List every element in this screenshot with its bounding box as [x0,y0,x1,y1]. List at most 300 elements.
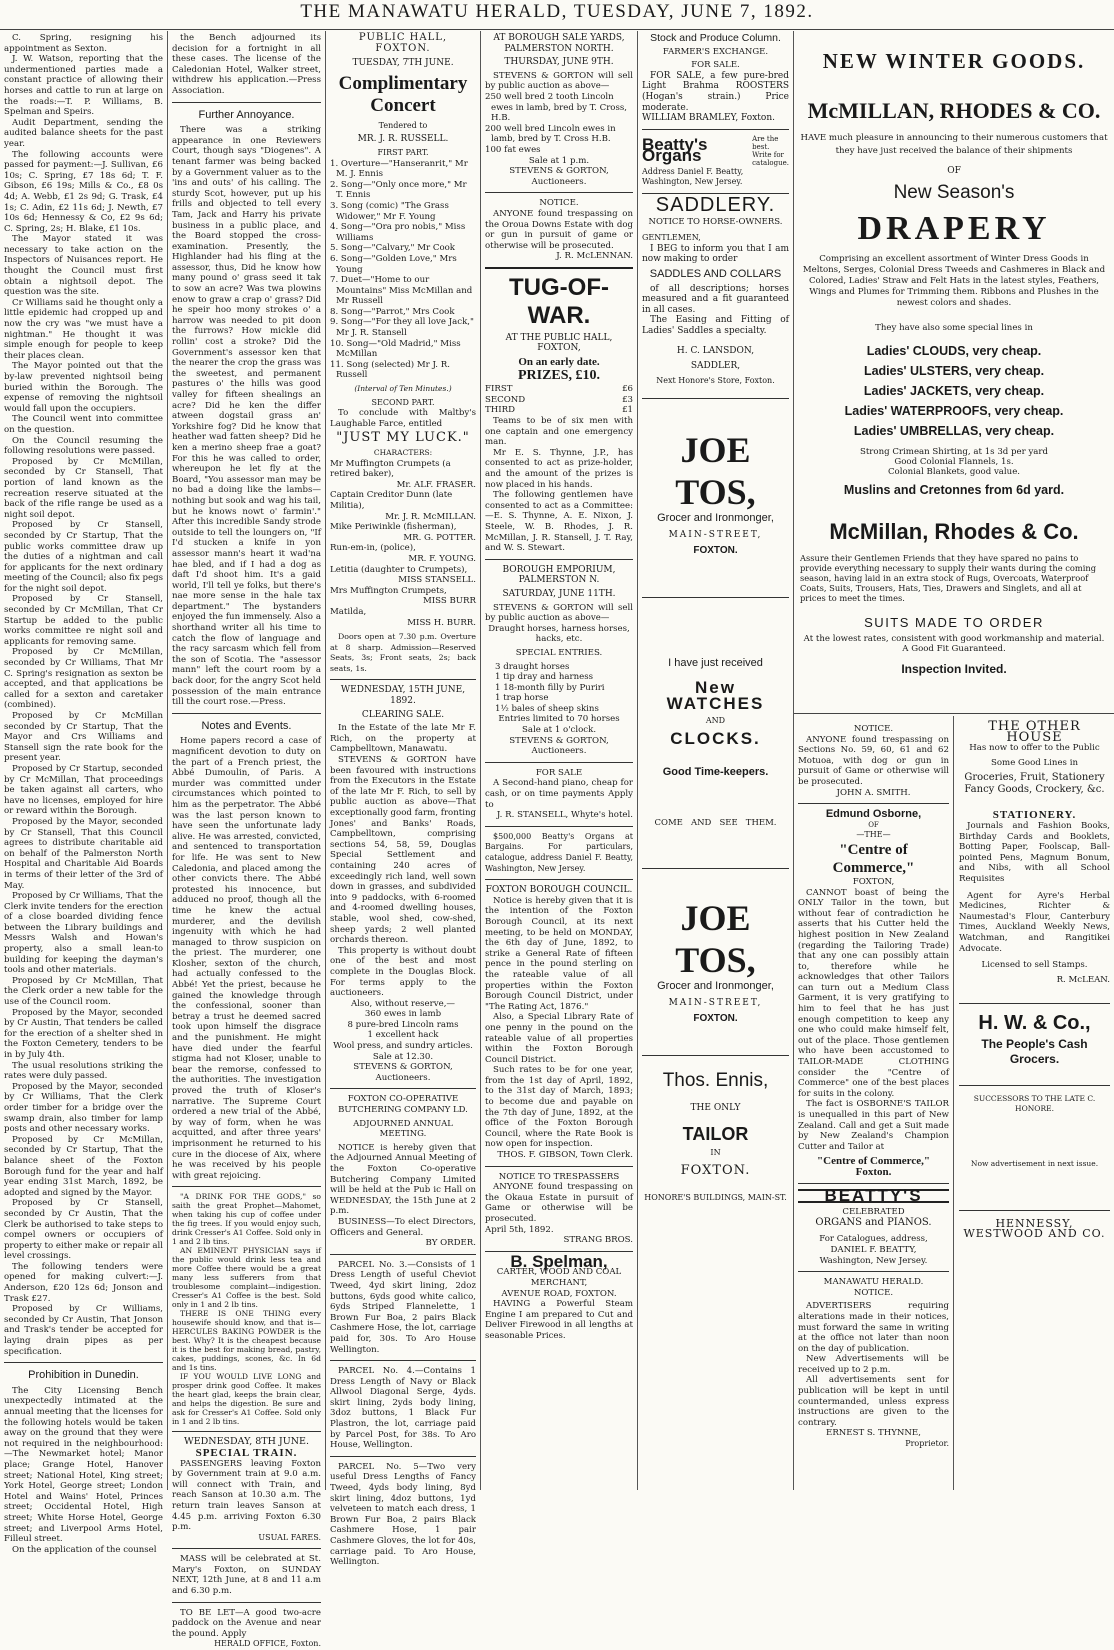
osborne-the: —THE— [856,830,891,840]
herald-heading: MANAWATU HERALD. [823,1277,924,1288]
tug-text-3: The following gentlemen have consented to act as a Committee:—E. S. Thynne, A. E. Nixon, J. Steele, W. B. Rhodes, J. R. McMillan, J. R. Stansell, J. T. Ray, and W. S. Stewart. [485,490,633,554]
received-text: I have just received [668,657,763,670]
sale-note: This property is without doubt one of the best and most complete in the Douglas Block. For terms apply to the auctioneers. [330,945,476,999]
saddles-collars: SADDLES AND COLLARS [649,267,782,280]
prize-amount: £1 [622,405,633,416]
centre-of-commerce: "Centre of Commerce," [832,841,915,876]
mcmillan-advert [794,31,1114,714]
divider [172,1548,321,1549]
emporium-heading: BOROUGH EMPORIUM, PALMERSTON N. [502,564,616,586]
emporium-item: 3 draught horses [495,661,570,672]
program-item: 2. Song—"Only once more," Mr T. Ennis [330,179,467,201]
mclean-signature: R. McLEAN. [1056,974,1110,985]
divider [485,559,633,560]
coop-subheading: ADJOURNED ANNUAL MEETING. [353,1118,453,1140]
article-annoyance: There was a striking appearance in one Reviewers Court, though says "Diogenes". A tenant farmer was being backed by a Government valuer as to the 'ins and outs' of his calling. The sturdy Scot, however, put up his frills and objected to tell every Tam, Jack and Harry his private business in a public place, and the Board stopped the cross-examination. Presently, the Highlander had his fling at the assessor, thus, Did he know how many pound o' grass seed it tak to sow an acre? Was twa plowins enow to graw a crap o' grass? Did he speir hoo mony strokes o' a harrow was needed to pit doon the furrows? How mickle did rollin' cost a stroke? Did the Government's assessor ken that the nearer the crop the grass was the sweetest, and permanent pastures o' the hills was good valley for fifteen shealings an acre? Did he ken the differ atween dogstail grass an' Yorkshire fog? Did he know that heather wad fatten sheep? Did he ken a merino sheep frae a goat? For this he was called to order, whereupon he let fly at the Board, "You assessor man may be no bad a doing like the lambs—nothing but sook and wag his tail, but he knows nowt o' farmin'." After this incredible Sandy strode outside to tell the loungers on, "If I'd stucken a knife in yon assessor mann's heart it wad'na hae bled, and if I had a dog as daft I'd shoot him. It's a gaid world, I'll tell ye folks, but there's nae more sense in the hale tax department." The bystanders enjoyed the fun immensely. Also a shorthand writer all his time to catch the flow of language and the racy sarcasm which fell from the son of Scotia. The "assessor mann" left the court room by a back door, for the angry Scot held possession of the main entrance till the court rose.—Press. [172,125,321,708]
other-house-some: Some Good Lines in [991,757,1078,768]
joe-tos-title: JOE TOS, [675,430,756,513]
coop-signature: BY ORDER. [425,1238,476,1249]
ad-physician: AN EMINENT PHYSICIAN says if the public would drink less tea and more Coffee there would be a great many less sufferers from that troublesome complaint—indigestion. Cresser's A1 Coffee is the best. Sold only in 1 and 2 lb tins. [172,1246,321,1310]
parcel-3: PARCEL No. 3.—Consists of 1 Dress Length of useful Cheviot Tweed, 4yd skirt lining, 2doz buttons, 6yds good white calico, 6yds Striped Flannelette, 1 Brown Fur Boa, 2 pairs Black Cashmere Hose, the lot, carriage paid for, 30s. To Aro House Wellington. [330,1259,476,1355]
yard-text: STEVENS & GORTON will sell by public auction as above— [485,70,633,92]
for-sale-signature: J. R. STANSELL, Whyte's hotel. [496,810,633,821]
advertisers-text-2: New Advertisements will be received up to 2 p.m. [798,1354,949,1375]
beattys-celebrated: CELEBRATED [842,1207,905,1218]
for-sale-text: A Second-hand piano, cheap for cash, or on time payments Apply to [485,778,633,810]
cast-actor: MISS STANSELL. [398,575,476,586]
coop-heading: FOXTON CO-OPERATIVE BUTCHERING COMPANY LD. [338,1094,468,1116]
program-item: 11. Song (selected) Mr J. R. Russell [330,359,450,381]
divider [642,1055,789,1056]
beattys-title: BEATTY'S [798,1189,949,1204]
heading-further-annoyance: Further Annoyance. [198,108,295,121]
drapery-text: Comprising an excellent assortment of Winter Dress Goods in Meltons, Serges, Colonial Dress Tweeds and Cashmeres in Black and Colored, Ladies' Straw and Felt Hats in the latest styles, Feathers, Wings and Plumes for Trimming them. Ribbons and Plushes in the newest colors and shades. [802,254,1106,308]
divider [485,826,633,827]
council-paragraphs [4,33,163,1357]
trespass-heading: NOTICE TO TRESPASSERS [498,1171,620,1182]
sale-item: Wool press, and sundry articles. [333,1041,473,1052]
council-paragraph: Proposed by Cr McMillan seconded by Cr Startup, That the Mayor and Crs Williams and Stansell sign the rate book for the present year. [4,711,163,764]
emporium-date: SATURDAY, JUNE 11TH. [502,588,616,599]
train-fares: USUAL FARES. [258,1532,321,1542]
program-item: 9. Song—"For they all love Jack," Mr J. R. Stansell [330,317,474,339]
saddler-trade: SADDLER, [690,361,741,372]
new-season-label: New Season's [893,182,1015,203]
concert-date: TUESDAY, 7TH JUNE. [352,58,454,69]
ennis-only: THE ONLY [690,1102,741,1113]
ladies-line: Ladies' CLOUDS, very cheap. [866,344,1042,358]
program-item: 6. Song—"Golden Love," Mrs Young [330,253,457,275]
prize-place: FIRST [485,384,513,395]
council-paragraph: Proposed by Cr Williams, That the Clerk invite tenders for the erection of a close boarded dividing fence between the Library buildings and Messrs Walsh and Howan's property, also a small lean-to building for keeping the dayman's tools and other materials. [4,891,163,976]
doors-notice: Doors open at 7.30 p.m. Overture at 8 sharp. Admission—Reserved Seats, 3s; Front seats, 2s; back seats, 1s. [330,632,476,673]
agent-text: Agent for Ayre's Herbal Medicines, Richter & Naumestad's Flour, Canterbury Times, Auckland Weekly News, Watchman, and Rangitikei Advocate. [959,890,1110,954]
divider [172,1431,321,1432]
joe-tos-subtitle-2: Grocer and Ironmonger, [657,980,774,993]
divider [330,1456,476,1457]
council-paragraph: The following accounts were passed for payment:—J. Sullivan, £6 10s; C. Spring, £7 18s 6d; T. F. Gibson, £6 19s; Mills & Co., £8 0s 4d; A. Webb, £1 2s 9d; G. Trask, £4 1s; C. Adin, £2 11s 6d; J. Newth, £7 10s 6d; Hennessy & Co, £2 9s 6d; C. Spring, 2s; H. Blake, £1 10s. [4,149,163,234]
muslins-line: Muslins and Cretonnes from 6d yard. [843,483,1065,497]
next-issue-text: Now advertisement in next issue. [970,1159,1099,1169]
saddlery-text-2: of all descriptions; horses measured and a fit guaranteed in all cases. [642,283,789,315]
beatty-organs-ad: $500,000 Beatty's Organs at Bargains. For particulars, catalogue, address Daniel F. Beatty, Washington, New Jersey. [485,831,633,873]
column-stock [638,31,793,1490]
farmers-exchange: FARMER'S EXCHANGE. [662,46,769,57]
prize-place: THIRD [485,405,515,416]
council-paragraph: Proposed by Cr McMillan, seconded by Cr Startup, That the balance sheet of the Foxton Borough fund for the year and half year ending 31st March, 1892, be adopted and signed by the Mayor. [4,1134,163,1198]
council-paragraph: Proposed by the Mayor, seconded by Cr Stansell, That this Council agrees to distribute charitable aid on behalf of the Palmerston North Hospital and Charitable Aid Boards in terms of their letter of the 3rd of May. [4,816,163,891]
divider [485,762,633,763]
osborne-of: OF [868,820,879,829]
heading-prohibition: Prohibition in Dunedin. [28,1369,139,1382]
council-heading: FOXTON BOROUGH COUNCIL. [485,885,633,896]
train-heading: SPECIAL TRAIN. [195,1446,298,1459]
yard-heading: AT BOROUGH SALE YARDS, PALMERSTON NORTH. [493,33,625,54]
column-council-report [0,31,167,1555]
program-item: 7. Duet—"Home to our Mountains" Miss McMillan and Mr Russell [330,275,473,307]
divider [959,1210,1110,1211]
masthead: THE MANAWATU HERALD, TUESDAY, JUNE 7, 1892. [0,0,1114,30]
ennis-town: FOXTON. [680,1163,751,1179]
council-paragraph: J. W. Watson, reporting that the undermentioned parties made a constant practice of allowing their horses and cattle to run at large on the roads:—T. P. Williams, B. Spelman and Speirs. [4,54,163,118]
farce-intro: To conclude with Maltby's Laughable Farce, entitled [330,408,476,429]
cast-row [330,586,476,607]
saddlery-gentlemen: GENTLEMEN, [642,233,701,243]
divider [330,679,476,680]
divider [959,1003,1110,1004]
sale-also: Also, without reserve,— [350,998,456,1009]
tug-text-1: Teams to be of six men with one captain and one emergency man. [485,416,633,448]
sale-signature: STEVENS & GORTON, Auctioneers. [353,1062,453,1083]
council-paragraph: Proposed by Cr McMillan, That the Clerk order a new table for the use of the Council room. [4,975,163,1008]
council-paragraph: Proposed by Cr Stansell, seconded by Cr McMillan, That Cr Startup be added to the public works committee re night soil and applicants for removing same. [4,594,163,647]
program-item: 8. Song—"Parrot," Mrs Cook [330,306,455,317]
sale-item: 360 ewes in lamb [364,1009,442,1020]
ennis-title: Thos. Ennis, [662,1069,769,1091]
interval: (Interval of Ten Minutes.) [354,384,452,394]
yard-item: 200 well bred Lincoln ewes in lamb, bred by T. Cross H.B. [485,123,616,145]
cast-role: Letitia (daughter to Crumpets), [330,564,468,575]
council-paragraph: Proposed by Cr McMillan, seconded by Cr Williams, That Mr C. Spring's resignation as sexton be accepted, and that applications be called for a sexton and caretaker (combined). [4,647,163,711]
tug-text-2: Mr E. S. Thynne, J.P., has consented to act as prize-holder, and the amount of the prizes is now placed in his hands. [485,447,633,490]
yard-signature: STEVENS & GORTON, Auctioneers. [509,166,609,187]
hall-heading: PUBLIC HALL, FOXTON. [358,32,448,54]
divider [798,803,949,804]
council-signature: THOS. F. GIBSON, Town Clerk. [497,1150,633,1161]
council-paragraph: Proposed by Cr Stansell, seconded by Cr Austin, That the Clerk be authorised to take steps to compel owners or occupiers of property to either make or repair all level crossings. [4,1198,163,1262]
divider [330,1254,476,1255]
program-item: 3. Song (comic) "The Grass Widower," Mr F. Young [330,200,449,222]
council-paragraph: The Mayor pointed out that the by-law prevented nightsoil being buried within the Borough. The expense of removing the nightsoil would fall upon the occupiers. [4,361,163,414]
hennessy-title: HENNESSY, WESTWOOD AND CO. [963,1216,1106,1241]
sale-item: 1 excellent hack [367,1030,439,1041]
ad-coffee-2: IF YOU WOULD LIVE LONG and prosper drink good Coffee. It makes the heart glad, keeps the brain clear, and helps the digestion. Be sure and ask for Cresser's A1 Coffee. Sold only in 1 and 2 lb tins. [172,1372,321,1427]
strong-lines [800,447,1108,477]
parcel-5: PARCEL No. 5—Two very useful Dress Lengths of Fancy Tweed, 4yds body lining, 8yd skirt lining, 4doz buttons, 1yd velveteen to match each dress, 1 Brown Fur Boa, 2 pairs Black Cashmere Hose, 1 pair Cashmere Gloves, the lot for 40s, carriage paid. To Aro House, Wellington. [330,1461,476,1568]
train-date: WEDNESDAY, 8TH JUNE. [183,1436,310,1448]
cast-actor: MISS BURR [422,596,476,607]
prize-row [485,395,633,406]
stamps-text: Licensed to sell Stamps. [981,960,1088,971]
sale-heading: CLEARING SALE. [361,709,445,720]
suits-text: At the lowest rates, consistent with good workmanship and material. A Good Fit Guaranteed. [803,634,1105,654]
beattys-name: DANIEL F. BEATTY, [830,1244,917,1255]
emporium-items: Draught horses, harness horses, hacks, etc. [488,623,630,645]
ad-coffee: "A DRINK FOR THE GODS," so saith the great Prophet—Mahomet, when taking his cup of coffee under the fig trees. If you would enjoy such, drink Cresser's A1 Coffee. Sold only in 1 and 2 lb tins. [172,1192,321,1247]
beattys-organs-pianos: ORGANS and PIANOS. [815,1216,932,1228]
cast-row [330,490,476,522]
stationery-heading: STATIONERY. [992,809,1077,822]
cast-role: Run-em-in, (police), [330,543,416,554]
emporium-item: 1½ bales of sheep skins [495,703,599,714]
notice-heading: NOTICE. [539,198,579,209]
clocks-label: CLOCKS. [670,729,761,749]
divider [642,597,789,598]
inspection-invited: Inspection Invited. [901,662,1007,676]
parcel-4: PARCEL No. 4.—Contains 1 Dress Length of Navy or Black Allwool Diagonal Serge, 4yds. skirt lining, 2yds body lining, 3doz buttons, 1 Black Fur Plastron, the lot, carriage paid by Parcel Post, for 38s. To Aro House, Wellington. [330,1366,476,1451]
ennis-tailor: TAILOR [682,1124,749,1145]
prize-amount: £3 [622,394,633,405]
prohibition-paragraphs [4,1386,163,1556]
prize-place: SECOND [485,394,526,405]
prize-row [485,405,633,416]
strong-line: Strong Crimean Shirting, at 1s 3d per yard [859,447,1049,457]
osborne-text-2: The fact is OSBORNE'S TAILOR is unequalled in this part of New Zealand. Call and get a Suit made by New Zealand's Champion Cutter and Tailor at [798,1099,949,1152]
yard-item: 100 fat ewes [485,144,541,155]
cast-actor: Mr. J. R. McMILLAN. [385,511,476,522]
emporium-list [485,662,633,715]
osborne-text: CANNOT boast of being the ONLY Tailor in the town, but without fear of contradiction he asserts that his Cutter held the highest position in New Zealand (regarding the Tailoring Trade) that any one can possibly attain to, therefore while he acknowledges that other Tailors can turn out a Medium Class Garment, it is very gratifying to him to feel that he has just enough competition to keep any one who could make himself felt, out of the place. Those gentlemen who have been accustomed to TAILOR-MADE CLOTHING consider the "Centre of Commerce" one of the best places for suits in the colony. [798,887,949,1099]
notice-signature: J. R. McLENNAN. [556,251,633,262]
successors-text: SUCCESSORS TO THE LATE C. HONORE. [973,1093,1096,1114]
hw-co-title: H. W. & Co., [978,1012,1091,1035]
divider [798,1183,949,1184]
roosters-signature: WILLIAM BRAMLEY, Foxton. [642,113,775,124]
emporium-item: 1 trap horse [495,693,549,704]
cast-row [330,522,476,543]
prize-amount: £6 [622,384,633,395]
program-list [330,159,476,381]
divider [798,1271,949,1272]
centre-of-commerce-2: "Centre of Commerce," Foxton. [817,1155,930,1178]
council-paragraph: Proposed by the Mayor, seconded by Cr Williams, That the Clerk order timber for a bridge over the swamp drain, also timber for lamp posts and other necessary works. [4,1081,163,1135]
ennis-in: IN [710,1147,721,1157]
concert-honoree: MR. J. R. RUSSELL. [357,134,449,145]
beattys-organs-side: Are the best. Write for catalogue. [752,134,789,167]
emporium-limit: Entries limited to 70 horses [498,714,620,725]
cast-role: Mike Periwinkle (fisherman), [330,522,457,533]
saddlery-text: I BEG to inform you that I am now making to order [642,243,789,265]
notice-signature-2: JOHN A. SMITH. [836,787,911,798]
concert-tendered: Tendered to [378,120,428,130]
cast-role: Mr Muffington Crumpets (a retired baker), [330,458,451,480]
divider [172,102,321,103]
other-house-title: THE OTHER HOUSE [988,719,1081,745]
saddlery-subtitle: NOTICE TO HORSE-OWNERS. [648,216,783,227]
yard-time: Sale at 1 p.m. [528,155,590,166]
ladies-line: Ladies' JACKETS, very cheap. [863,384,1045,398]
beattys-catalogues: For Catalogues, address, [819,1234,928,1245]
mcmillan-title: McMILLAN, RHODES & CO. [807,98,1101,123]
divider [172,1186,321,1187]
cast-actor: Mr. ALF. FRASER. [396,479,476,490]
council-paragraph: Proposed by the Mayor, seconded by Cr Austin, That tenders be called for the erection of a shelter shed in the Foxton Cemetery, tenders to be in by July 4th. [4,1007,163,1060]
spelman-text: HAVING a Powerful Steam Engine I am prepared to Cut and Deliver Firewood in all lengths at seasonable Prices. [485,1299,633,1341]
ladies-line: Ladies' UMBRELLAS, very cheap. [853,424,1055,438]
trespass-signature: STRANG BROS. [563,1235,633,1246]
tug-location: AT THE PUBLIC HALL, FOXTON, [505,332,613,354]
drapery-title: DRAPERY [857,210,1051,247]
cast-row [330,543,476,564]
ladies-line: Ladies' ULSTERS, very cheap. [863,364,1045,378]
cast-role: Matilda, [330,606,367,617]
for-sale-label: FOR SALE. [691,60,740,71]
joe-tos-subtitle: Grocer and Ironmonger, [657,512,774,525]
cast-row [330,459,476,491]
and-label: AND [705,715,726,725]
column-osborne [794,716,954,1490]
beattys-address: Washington, New Jersey. [819,1255,928,1266]
cast-actor: MR. G. POTTER. [403,532,476,543]
program-item: 10. Song—"Old Madrid," Miss McMillan [330,338,461,360]
train-text: PASSENGERS leaving Foxton by Government train at 9.0 a.m. will connect with Train, and reach Sanson at 10.30 a.m. The return train leaves Sanson at 4.45 p.m. arriving Foxton 6.30 p.m. [172,1458,321,1533]
program-item: 5. Song—"Calvary," Mr Cook [330,243,456,254]
advertisers-text: ADVERTISERS requiring alterations made in their notices, must forward the same in writing at the office not later than noon on the day of publication. [798,1301,949,1354]
council-paragraph: Audit Department, sending the audited balance sheets for the past year. [4,117,163,149]
emporium-item: 1 tip dray and harness [495,672,594,683]
notice-text: ANYONE found trespassing on the Oroua Downs Estate with dog or gun in pursuit of game or otherwise will be prosecuted. [485,208,633,251]
cast-role: Mrs Muffington Crumpets, [330,585,447,596]
ennis-address: HONORE'S BUILDINGS, MAIN-ST. [644,1192,787,1202]
sale-date: WEDNESDAY, 15TH JUNE, 1892. [340,685,466,707]
new-label: New [695,677,736,697]
osborne-name: Edmund Osborne, [825,808,922,821]
saddlery-title: SADDLERY. [655,193,776,216]
ladies-lines [800,341,1108,441]
timekeepers-label: Good Time-keepers. [662,766,769,778]
emporium-text: STEVENS & GORTON will sell by public auction as above— [485,602,633,624]
council-paragraph: Proposed by Cr Stansell, seconded by Cr Startup, That the public works committee draw up the duties of a nightman and call for applicants for the next ordinary meeting of the Council; also fix pegs for the night soil depot. [4,520,163,594]
emporium-time: Sale at 1 o'clock. [521,725,597,736]
suits-heading: SUITS MADE TO ORDER [864,615,1044,630]
advertisers-text-3: All advertisements sent for publication will be kept in until countermanded, unless express instructions are given to the contrary. [798,1375,949,1428]
council-paragraph: The Council went into committee on the question. [4,414,163,435]
council-paragraph: The Mayor stated it was necessary to take action on the Inspectors of Nuisances report. He thought the Council must first obtain a nightsoil depot. The question was the site. [4,234,163,298]
mcmillan-title-2: McMillan, Rhodes & Co. [829,519,1079,544]
article-lead: the Bench adjourned its decision for a fortnight in all these cases. The license of the Caledonian Hotel, Walker street, withdrew his application.—Press Association. [172,33,321,96]
trespass-text: ANYONE found trespassing on the Okaua Estate in pursuit of Game or otherwise will be prosecuted. [485,1182,633,1224]
divider [485,267,633,269]
spelman-subtitle: CARTER, WOOD AND COAL MERCHANT, [496,1267,622,1288]
cast-row [330,565,476,586]
beattys-organs-address: Address Daniel F. Beatty, Washington, New Jersey. [642,166,744,187]
divider [485,1166,633,1167]
come-see-label: COME AND SEE THEM. [654,817,777,828]
sale-intro: In the Estate of the late Mr F. Rich, on the property at Campbelltown, Manawatu. [330,723,476,755]
sale-list [330,1009,476,1051]
program-item: 4. Song—"Ora pro nobis," Miss Williams [330,222,466,243]
prohibition-paragraph: The City Licensing Bench unexpectedly intimated at the annual meeting that the licenses for the following hotels would be taken away on the ground that they were not required in the neighbourhood:—The Newmarket hotel; Manor place; Grange Hotel, Hanover street; National Hotel, King street; York Hotel, George street; London Hotel and Wains' Hotel, Princes street; Occidental Hotel, High street; White Horse Hotel, George street; and Liverpool Arms Hotel, Filleul street. [4,1385,163,1545]
watches-label: WATCHES [666,694,765,714]
other-house-subtitle: Has now to offer to the Public [969,743,1100,754]
second-part: SECOND PART. [371,397,435,407]
divider [4,1362,163,1363]
tug-date: On an early date. [518,356,600,369]
council-text: Notice is hereby given that it is the intention of the Foxton Borough Council, at its next meeting, to be held on MONDAY, the 6th day of June, 1892, to strike a General Rate of fifteen pence in the pound sterling on the rateable value of all properties within the Foxton Borough Council District, under "The Rating Act, 1876." [485,895,633,1012]
winter-goods-title: NEW WINTER GOODS. [822,49,1086,73]
article-notes: Home papers record a case of magnificent devotion to duty on the part of a French priest, the Abbé Dumoulin, of Paris. A murder was committed under circumstances which pointed to him as the perpetrator. The Abbé was the last person known to have seen the unfortunate lady alive. He was arrested, convicted, and sentenced to transportation for life. He was sent to New Caledonia, and placed among the other convicts there. The Abbé protested his innocence, but adduced no proof, though all the time he knew the actual murderer, and the devilish ingenuity with which he had managed to throw suspicion on the priest. The murderer, one Klosher, sexton of the church, had actually confessed to the Abbé! Yet the priest, because he gained the knowledge through the confessional, sooner than betray a trust he deemed sacred took upon himself the disgrace and the punishment. He might have died under the fearful stigma had not Kloser, unable to bear the remorse, confessed to the authorities. The investigation proved the truth of Kloser's narrative. The Supreme Court ordered a new trial of the Abbé, by way of form, when he was acquitted, and after three years' imprisonment he returned to his cure in the diocese of Aix, where he was received by his people with great rejoicing. [172,736,321,1181]
cast-row [330,607,476,628]
emporium-special: SPECIAL ENTRIES. [515,647,603,658]
council-paragraph: Proposed by Cr Startup, seconded by Cr McMillan, That proceedings be taken against all carters, who have no licenses, employed for hire or reward within the Borough. [4,763,163,817]
prohibition-paragraph: On the application of the counsel [12,1544,157,1555]
spelman-title: B. Spelman, [510,1251,608,1271]
joe-tos-town-2: FOXTON. [693,1013,738,1025]
strong-line: Colonial Blankets, good value. [887,467,1021,477]
tug-of-war-title: TUG-OF-WAR. [509,273,609,329]
of-label: OF [947,166,961,176]
beattys-organs-title: Beatty's Organs [642,135,708,165]
yard-list [485,92,633,156]
mass-notice: MASS will be celebrated at St. Mary's Foxton, on SUNDAY NEXT, 12th June, at 8 and 11 a.m and 6.30 p.m. [172,1554,321,1597]
yard-date: THURSDAY, JUNE 9TH. [504,57,614,68]
osborne-town: FOXTON, [852,876,895,887]
divider [330,1360,476,1361]
column-concert [326,31,480,1568]
strong-line: Good Colonial Flannels, 1s. [894,457,1014,467]
ad-baking-powder: THERE IS ONE THING every housewife should know, and that is—HERCULES BAKING POWDER is the best. Why? It is the cheapest because it is the best for making bread, pastry, cakes, puddings, scones, &c. In 6d and 1s tins. [172,1309,321,1373]
council-text-3: Such rates to be for one year, from the 1st day of April, 1892, to the 31st day of March, 1893; to become due and payable on the 7th day of June, 1892, at the office of the Foxton Borough Council, where the Rate Book is now open for inspection. [485,1065,633,1150]
ladies-line: Ladies' WATERPROOFS, very cheap. [844,404,1064,418]
sale-time: Sale at 12.30. [372,1051,434,1062]
prize-row [485,384,633,395]
divider [642,868,789,869]
divider [485,192,633,193]
mcmillan-intro: HAVE much pleasure in announcing to their numerous customers that they have just received the balance of their shipments [800,133,1108,156]
saddler-address: Next Honore's Store, Foxton. [656,375,775,385]
other-house-lines: Groceries, Fruit, Stationery Fancy Goods, Crockery, &c. [964,772,1105,796]
to-let-signature: HERALD OFFICE, Foxton. [214,1639,321,1649]
divider [642,129,789,130]
advertisers-role: Proprietor. [905,1439,949,1449]
roosters-text: FOR SALE, a few pure-bred Light Brahma ROOSTERS (Hogan's strain.) Price moderate. [642,70,789,113]
for-sale-heading: FOR SALE [535,767,583,778]
concert-title: Complimentary Concert [338,72,468,116]
farce-title: "JUST MY LUCK." [336,430,470,446]
divider [172,713,321,714]
council-text-2: Also, a Special Library Rate of one penny in the pound on the rateable value of all properties within the Foxton Borough Council District. [485,1012,633,1065]
cast-list [330,459,476,629]
characters-label: CHARACTERS: [373,448,433,457]
cast-actor: MISS H. BURR. [407,617,476,628]
sale-item: 8 pure-bred Lincoln rams [347,1019,459,1030]
column-other-house [955,716,1114,1490]
coop-text: NOTICE is hereby given that the Adjourned Annual Meeting of the Foxton Co-operative Butchering Company Limited will be held at the Pub ic Hall on WEDNESDAY, the 15th June at 2 p.m. [330,1142,476,1217]
council-paragraph: The following tenders were opened for making culvert:—J. Anderson, £20 12s 6d; Jonson and Trask £27. [4,1261,163,1304]
notice-heading-2: NOTICE. [853,724,894,734]
emporium-item: 1 18-month filly by Puriri [495,682,605,693]
saddlery-text-3: The Easing and Fitting of Ladies' Saddles a specialty. [642,315,789,336]
coop-business: BUSINESS—To elect Directors, Officers and General. [330,1216,476,1238]
column-auctions [481,31,637,1490]
column-articles [168,31,325,1649]
tug-prizes: PRIZES, £10. [517,367,601,383]
advertisers-signature: ERNEST S. THYNNE, [826,1428,921,1439]
council-paragraph: Proposed by Cr McMillan, seconded by Cr Stansell, That portion of land known as the recreation reserve situated at the back of the rifle range be used as a night soil depot. [4,456,163,520]
council-paragraph: Proposed by Cr Williams, seconded by Cr Austin, That Jonson and Trask's tender be accepted for laying drain pipes as per specification. [4,1304,163,1357]
council-paragraph: C. Spring, resigning his appointment as Sexton. [4,33,163,54]
joe-tos-town: FOXTON. [693,545,738,557]
hw-co-subtitle: The People's Cash Grocers. [981,1036,1088,1066]
divider [172,1602,321,1603]
council-paragraph: The usual resolutions striking the rates were duly passed. [4,1060,163,1082]
council-paragraph: Cr Williams said he thought only a little epidemic had cropped up and now the cry was "we must have a nightman." He thought it was simple enough for people to keep their places clean. [4,297,163,361]
council-paragraph: On the Council resuming the following resolutions were passed. [4,435,163,457]
herald-notice: NOTICE. [853,1287,894,1298]
yard-item: 250 well bred 2 tooth Lincoln ewes in lamb, bred by T. Cross, H.B. [485,91,628,124]
cast-actor: MR. F. YOUNG. [408,553,476,564]
cast-role: Captain Creditor Dunn (late Militia), [330,490,453,511]
stationery-text: Journals and Fashion Books, Birthday Cards and Booklets, Botting Paper, Foolscap, Ball-pointed Pens, Magnum Bonum, and Nibs, with all School Requisites [959,820,1110,884]
saddler-name: H. C. LANSDON, [676,346,755,357]
divider [330,1088,476,1089]
mcmillan-assure: Assure their Gentlemen Friends that they have spared no pains to provide everything necessary to supply their wants during the coming season, having laid in an extra stock of Rugs, Overcoats, Waterproof Coats, Suits, Trousers, Hats, Ties, Drawers and Singlets, and all at prices to meet the times. [800,553,1097,603]
divider [959,1085,1110,1086]
special-lines-label: They have also some special lines in [875,323,1033,333]
trespass-date: April 5th, 1892. [485,1224,554,1235]
divider [642,398,789,399]
joe-tos-street: MAIN-STREET, [668,529,763,540]
